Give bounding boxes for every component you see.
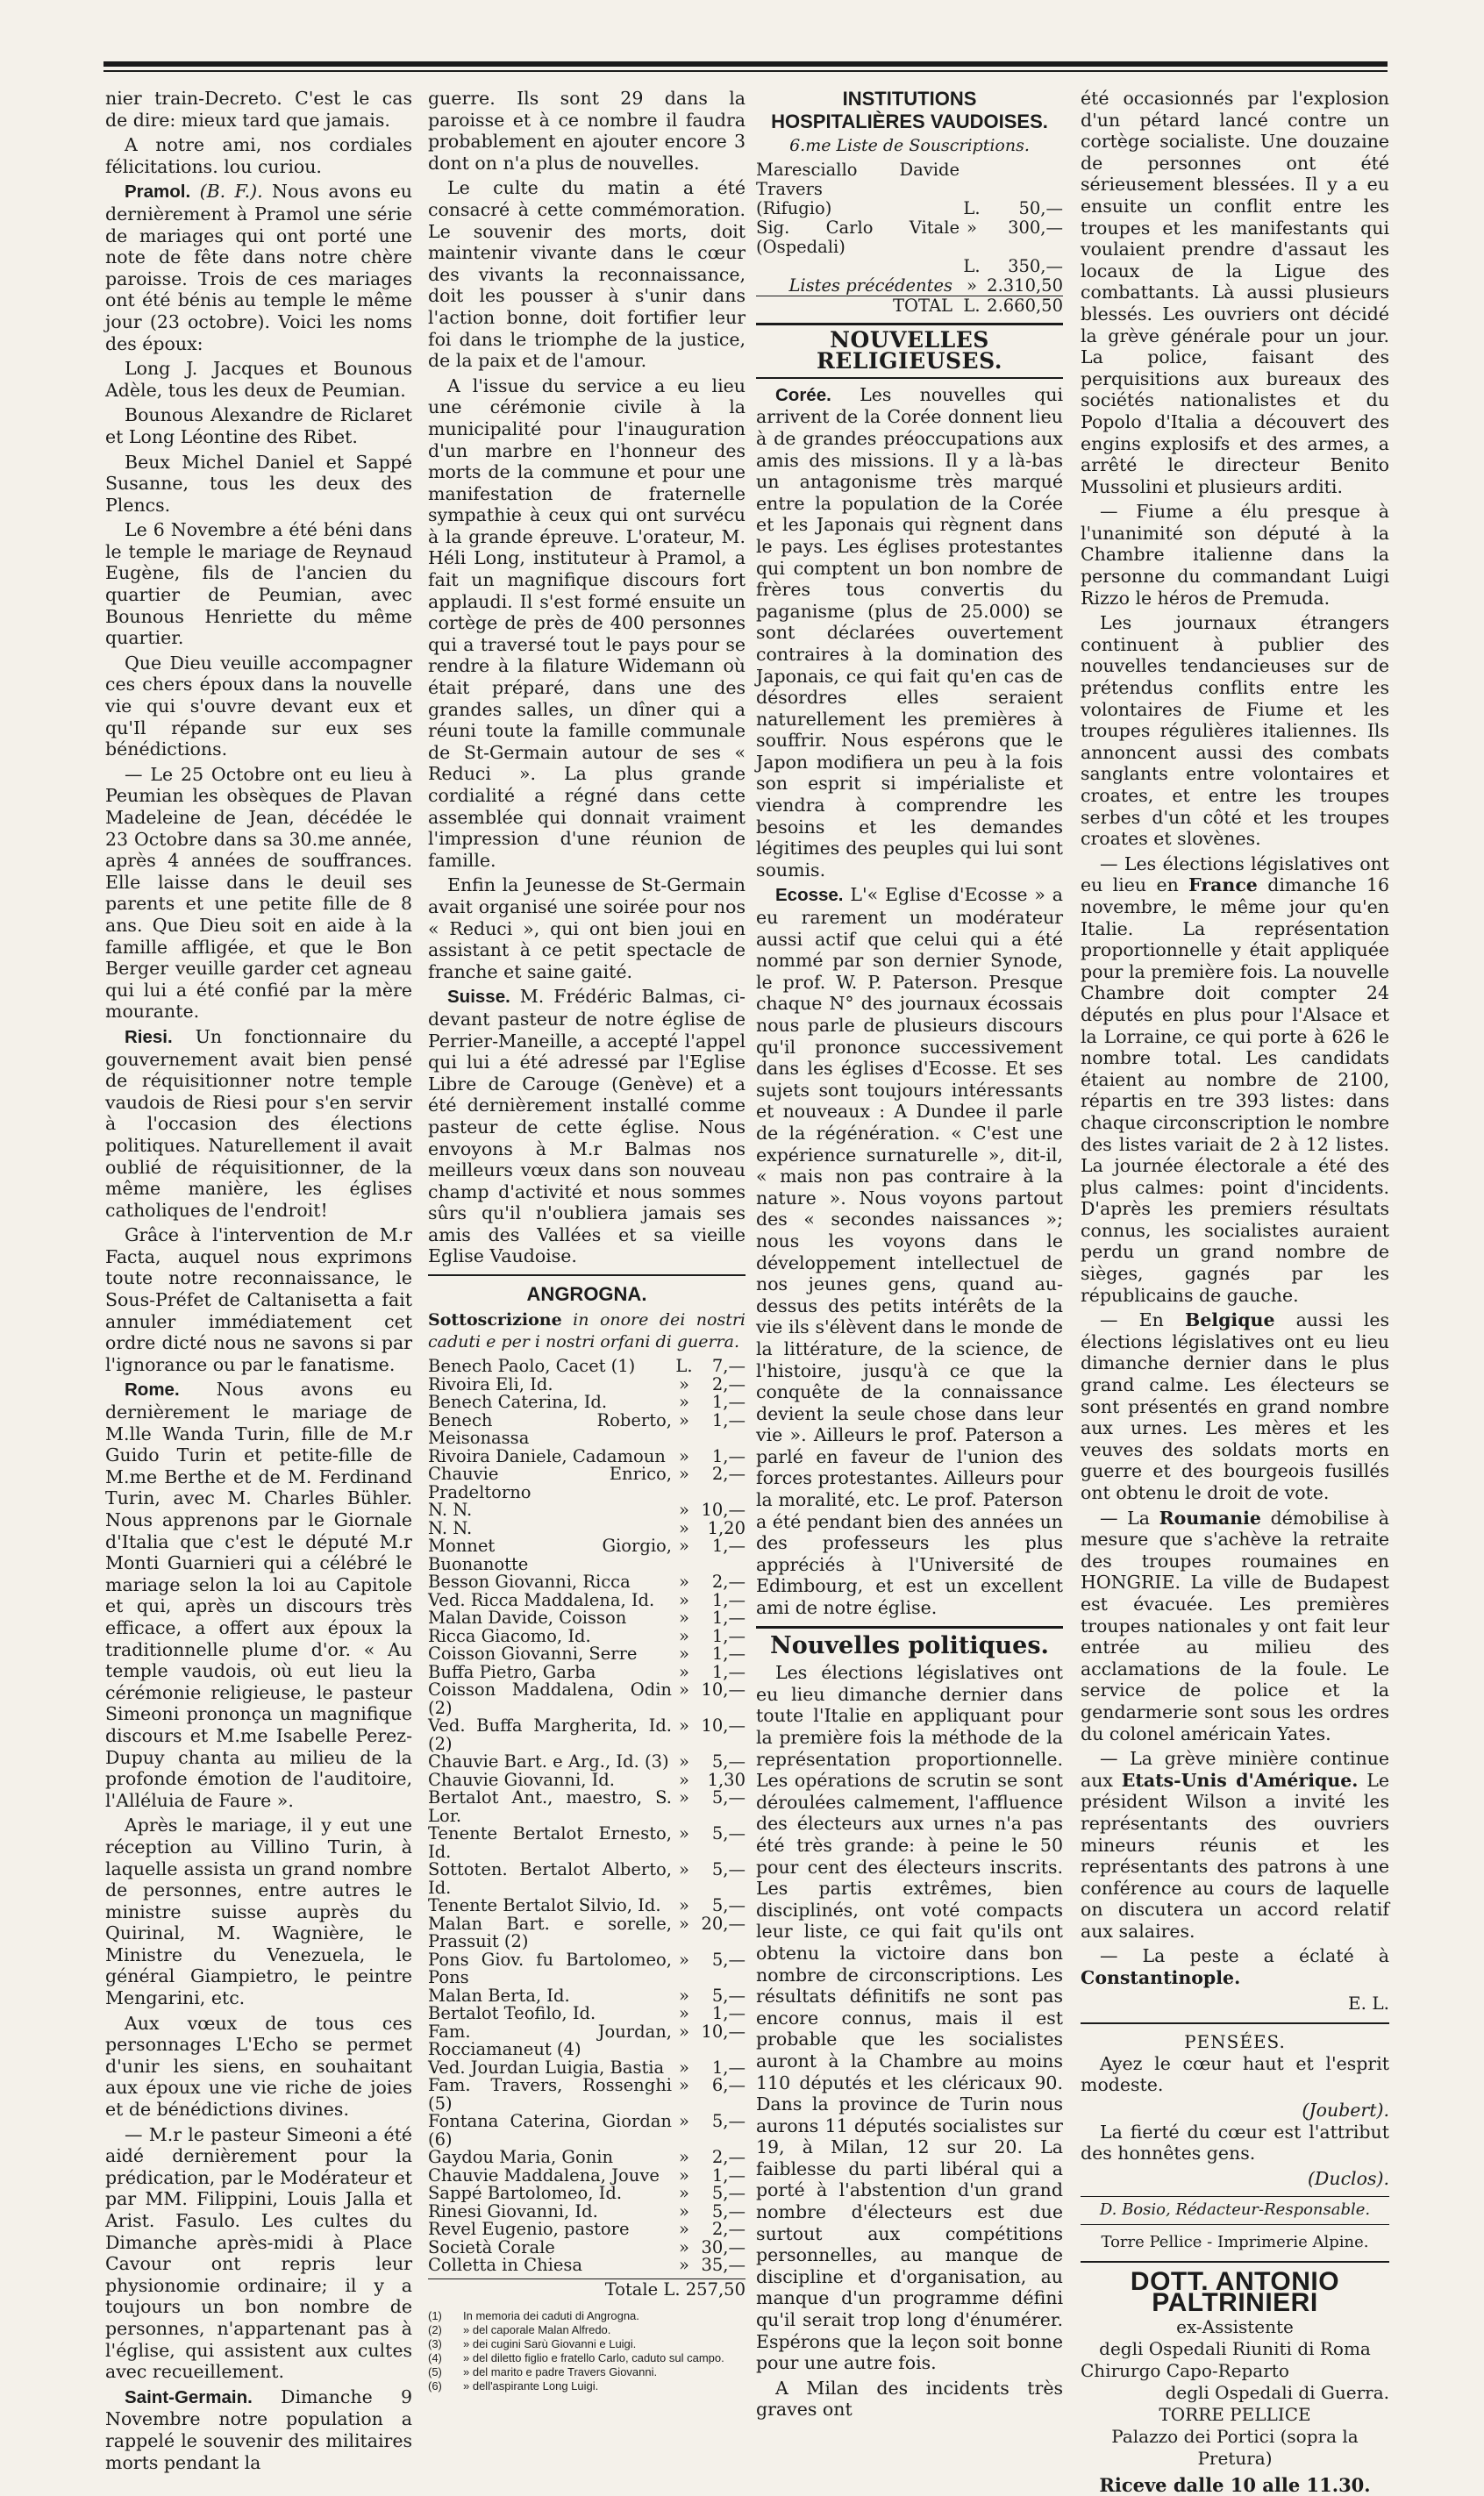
paragraph: — Fiume a élu presque à l'unanimité son député à la Chambre italienne dans la personne du commandant Luigi Rizzo le héros de Premuda. [1081,501,1389,609]
table-row [756,257,1063,276]
table-row [428,1394,746,1412]
institutions-title-2: HOSPITALIÈRES VAUDOISES. [771,111,1048,132]
donor-name: Coisson Maddalena, Odin (2) [428,1679,672,1718]
donor-name: Società Corale [428,2236,555,2257]
currency-mark: L. [963,255,981,276]
amount: 10,— [701,1500,746,1521]
total-value: 257,50 [685,2278,746,2300]
table-row [756,199,1063,218]
table-row [428,1358,746,1376]
amount: 1,— [711,1625,746,1646]
table-row [428,1373,746,1394]
table-row [428,1501,746,1520]
currency-mark: » [679,1949,689,1970]
donor-name: Ved. Ricca Maddalena, Id. [428,1589,655,1610]
footnote-text: » dei cugini Sarù Giovanni e Luigi. [463,2337,637,2351]
paragraph: Les élections législatives ont eu lieu dimanche dernier dans toute l'Italie en appliquant pour la première fois la méthode de la représentation proportionnelle. Les opérations de scrutin se sont déroulées calmement, l'affluence des électeurs aux urnes n'a pas été très grande: à peine le 50 pour cent des électeurs inscrits. Les partis extrêmes, bien disciplinés, ont voté compacts leur liste, ce qui fait qu'ils ont obtenu la victoire dans bon nombre de circonscriptions. Les résultats définitifs ne sont pas encore connus, mais il est probable que les socialistes auront à la Chambre au moins 110 députés et les cléricaux 90. Dans la province de Turin nous aurons 11 députés socialistes sur 19, à Milan, 12 sur 20. La faiblesse du parti libéral qui a porté à l'abstention d'un grand nombre d'électeurs est due surtout aux compétitions personnelles, au manque de discipline et d'organisation, au manque d'un programme défini qu'il serait trop long d'énumérer. Espérons que la leçon soit bonne pour une autre fois. [756,1662,1063,2374]
table-row [428,2023,746,2059]
currency-mark: » [679,1715,689,1737]
amount: 2,— [711,1373,746,1394]
country-usa: Etats-Unis d'Amérique. [1121,1769,1359,1791]
row-label [756,257,960,276]
amount: 2,— [711,1464,746,1485]
donor-name: Fam. Travers, Rossenghi (5) [428,2075,672,2114]
table-row [428,1625,746,1646]
table-row [428,1681,746,1717]
table-row [428,2200,746,2221]
donor-name: Ved. Jourdan Luigia, Bastia [428,2057,665,2078]
currency-mark: » [679,2021,689,2042]
amount: 1,— [711,2057,746,2078]
row-label: Listes précédentes [788,275,952,296]
paragraph: Long J. Jacques et Bounous Adèle, tous les deux de Peumian. [105,358,412,401]
table-row [428,1769,746,1790]
currency-mark: » [679,1373,689,1394]
donor-name: Malan Davide, Coisson [428,1608,627,1629]
footnote [428,2351,746,2365]
pensees-title: PENSÉES. [1081,2022,1389,2053]
donor-name: Chauvie Giovanni, Id. [428,1769,615,1790]
redacteur-line: D. Bosio, Rédacteur-Responsable. [1081,2196,1389,2225]
paragraph: Grâce à l'intervention de M.r Facta, auquel nous exprimons toute notre reconnaissance, le Sous-Préfet de Caltanisetta a fait annuler immédiatement cet ordre dicté nous ne savons si par l'ignorance ou par le fanatisme. [105,1224,412,1375]
amount: 35,— [701,2255,746,2276]
text-span: Le président Wilson a invité les représentants des ouvriers mineurs réunis et les représentants des patrons à une conférence au cours de laquelle on discutera un accord relatif aux salaires. [1081,1769,1389,1942]
advert-line: Palazzo dei Portici (sopra la Pretura) [1111,2425,1359,2469]
donor-name: Rivoira Daniele, Cadamoun [428,1445,666,1466]
row-label: TOTAL [893,295,952,316]
table-row [428,1897,746,1915]
donor-name: Tenente Bertalot Ernesto, Id. [428,1823,672,1862]
paragraph: Que Dieu veuille accompagner ces chers époux dans la nouvelle vie qui s'ouvre devant eux et qu'Il répande sur eux ses bénédictions. [105,652,412,760]
subscription-table [428,1358,746,2275]
amount: 30,— [701,2236,746,2257]
amount: 2,— [711,2147,746,2168]
footnote-text: In memoria dei caduti di Angrogna. [463,2309,639,2323]
donor-name: Benech Roberto, Meisonassa [428,1409,672,1449]
advert-doctor-name: DOTT. ANTONIO PALTRINIERI [1130,2266,1340,2318]
text-span: — Les élections législatives ont eu lieu en [1081,852,1389,896]
amount: 1,— [711,1445,746,1466]
table-row [428,2185,746,2203]
currency-mark: » [679,1769,689,1790]
donor-name: Gaydou Maria, Gonin [428,2147,614,2168]
donor-name: Fontana Caterina, Giordan (6) [428,2111,672,2150]
amount: 5,— [711,1823,746,1844]
currency-mark: » [679,2255,689,2276]
amount: 7,— [711,1356,746,1377]
divider [1081,2261,1389,2263]
table-row [428,2113,746,2149]
currency-mark [960,160,984,199]
donor-name: Bertalot Ant., maestro, S. Lor. [428,1787,672,1826]
donor-name: Tenente Bertalot Silvio, Id. [428,1895,661,1916]
city-constantinople: Constantinople. [1081,1967,1241,1989]
footnote-text: » del caporale Malan Alfredo. [463,2323,611,2337]
donor-name: Benech Caterina, Id. [428,1392,608,1413]
amount: 5,— [711,2111,746,2132]
currency-mark: » [679,1751,689,1772]
donor-name: Ved. Buffa Margherita, Id. (2) [428,1715,672,1754]
currency-mark: » [679,1589,689,1610]
donor-name: N. N. [428,1517,473,1538]
currency-mark: » [679,1608,689,1629]
currency-mark: » [679,2200,689,2221]
text-span: démobilise à mesure que s'achève la retraite des troupes roumaines en HONGRIE. La ville de Budapest est évacuée. Les premières troupes nationales y ont fait leur entrée au milieu des acclamations de la foule. Le service de police et la gendarmerie sont sous les ordres du colonel américain Yates. [1081,1507,1389,1744]
amount: 5,— [711,1949,746,1970]
table-row [428,2059,746,2078]
donor-name: Chauvie Enrico, Pradeltorno [428,1464,672,1502]
text-span: — La grève minière continue aux [1081,1748,1389,1791]
currency-mark: L. [963,197,981,218]
amount: 300,— [1008,217,1063,238]
footnote-marker: (5) [428,2365,442,2379]
amount: 10,— [701,1715,746,1737]
table-row [428,1517,746,1538]
currency-mark: » [679,1679,689,1701]
currency-mark: » [679,2057,689,2078]
amount: 1,— [711,1608,746,1629]
table-row [428,1825,746,1861]
donor-name: Coisson Giovanni, Serre [428,1644,638,1665]
advert-line: Chirurgo Capo-Reparto [1081,2359,1289,2381]
paragraph: M. Frédéric Balmas, ci-devant pasteur de notre église de Perrier-Maneille, a accepté l'appel qui lui a été adressé par l'Eglise Libre de Carouge (Genève) et a été dernièrement installé comme pasteur de cette église. Nous envoyons à M.r Balmas nos meilleurs vœux dans son nouveau champ d'activité et nous sommes sûrs qu'il n'oubliera jamais ses amis des Vallées et sa vieille Eglise Vaudoise. [428,986,746,1267]
advert-line: TORRE PELLICE [1159,2403,1311,2425]
pensee-author: (Joubert). [1302,2100,1389,2122]
advert-line: degli Ospedali Riuniti di Roma [1099,2337,1371,2359]
amount: 5,— [711,1751,746,1772]
country-roumanie: Roumanie [1159,1507,1261,1529]
paragraph: A l'issue du service a eu lieu une cérémonie civile à la municipalité pour l'inauguration d'un marbre en l'honneur des morts de la commune et pour une manifestation de fraternelle sympathie à ceux qui ont survécu à la grande épreuve. L'orateur, M. Héli Long, instituteur à Pramol, a fait un magnifique discours fort applaudi. Il s'est formé ensuite un cortège de près de 400 personnes qui a traversé tout le pays pour se rendre à la filature Widemann où était préparé, dans une des grandes salles, un dîner qui a réuni toute la famille communale de St-Germain autour de ses « Reduci ». La plus grande cordialité a régné dans cette assemblée qui donnait vraiment l'impression d'une réunion de famille. [428,374,746,871]
paragraph: Après le mariage, il y eut une réception au Villino Turin, à laquelle assista un grand nombre de personnes, entre autres le ministre suisse auprès du Quirinal, M. Wagnière, le Ministre du Venezuela, le général Giampietro, le peintre Mengarini, etc. [105,1815,412,2009]
footnote-text: » del marito e padre Travers Giovanni. [463,2365,658,2379]
paragraph: Bounous Alexandre de Riclaret et Long Léontine des Ribet. [105,404,412,447]
table-row [756,160,1063,199]
table-row [428,1789,746,1825]
amount: 10,— [701,2021,746,2042]
currency-mark: » [679,1913,689,1934]
country-france: France [1188,874,1258,896]
footnote-text: » dell'aspirante Long Luigi. [463,2379,599,2393]
amount: 5,— [711,1895,746,1916]
amount: 2,— [711,1572,746,1593]
table-row [428,1573,746,1592]
row-label: Maresciallo Davide Travers [756,159,960,199]
amount: 6,— [711,2075,746,2096]
currency-mark: » [679,2147,689,2168]
footnote-text: » del diletto figlio e fratello Carlo, caduto sul campo. [463,2351,724,2365]
table-row [428,1661,746,1682]
table-row [428,2164,746,2186]
amount: 2.660,50 [987,295,1063,316]
table-row [428,2257,746,2275]
text-span: aussi les élections législatives ont eu lieu dimanche dernier dans le plus grand calme. Les électeurs se sont présentés en grand nombre aux urnes. Les mères et les veuves des soldats morts en guerre et des bourgeois fusillés ont obtenu le droit de vote. [1081,1309,1389,1503]
footnote-marker: (2) [428,2323,442,2337]
institutions-subtitle: 6.me Liste de Souscriptions. [789,136,1030,155]
amount: 1,— [711,1392,746,1413]
donor-name: Pons Giov. fu Bartolomeo, Pons [428,1949,672,1988]
amount: 1,— [711,2164,746,2186]
currency-mark: » [679,2183,689,2204]
text-span: dimanche 16 novembre, le même jour qu'en Italie. La représentation proportionnelle y était appliquée pour la première fois. La nouvelle Chambre doit compter 24 députés en plus pour l'Alsace et la Lorraine, ce qui porte à 626 le nombre total. Les candidats étaient au nombre de 2100, répartis en tre 393 listes: dans chaque circonscription le nombre des listes variait de 2 à 12 listes. La journée électorale a été des plus calmes: point d'incidents. D'après les premiers résultats connus, les socialistes auraient perdu un grand nombre de sièges, gagnés par les républicains de gauche. [1081,874,1390,1306]
donor-name: Monnet Giorgio, Buonanotte [428,1536,672,1574]
donor-name: Benech Paolo, Cacet (1) [428,1356,636,1377]
table-row [428,2077,746,2113]
pensee-author: (Duclos). [1307,2167,1389,2189]
donor-name: Chauvie Maddalena, Jouve [428,2164,660,2186]
paragraph: nier train-Decreto. C'est le cas de dire: mieux tard que jamais. [105,88,412,131]
text-span: — En [1100,1309,1164,1331]
currency-mark: » [679,1661,689,1682]
paragraph: Les journaux étrangers continuent à publier des nouvelles tendancieuses sur de prétendus conflits entre les volontaires de Fiume et les troupes régulières italiennes. Ils annoncent aussi des combats sanglants entre volontaires et croates, et entre les troupes serbes d'un côté et les troupes croates et slovènes. [1081,612,1389,850]
footnote [428,2365,746,2379]
section-heading-suisse: Suisse. [447,987,510,1008]
amount: 1,— [711,1536,746,1557]
table-row [428,1717,746,1753]
footnotes [428,2309,746,2393]
amount: 350,— [1008,255,1063,276]
angrogna-title: ANGROGNA. [526,1283,647,1306]
amount: 5,— [711,1787,746,1808]
table-row [428,2005,746,2023]
table-row [428,1987,746,2006]
donor-name: Bertalot Teofilo, Id. [428,2003,596,2024]
byline: (B. F.). [199,181,263,203]
table-row [428,1645,746,1664]
amount: 1,— [711,1589,746,1610]
amount: 1,— [711,1661,746,1682]
advert-line: degli Ospedali di Guerra. [1165,2381,1389,2403]
advert-line: ex-Assistente [1176,2315,1294,2337]
table-row [428,1609,746,1628]
footnote [428,2337,746,2351]
text-span: — La [1100,1507,1150,1529]
paragraph: A Milan des incidents très graves ont [756,2377,1063,2421]
country-belgique: Belgique [1184,1309,1275,1331]
currency-mark: » [679,2236,689,2257]
table-row [428,1753,746,1772]
nouvelles-politiques-title: Nouvelles politiques. [756,1626,1063,1659]
signature: E. L. [1348,1992,1389,2014]
donor-name: Ricca Giacomo, Id. [428,1625,591,1646]
nouvelles-religieuses-title: NOUVELLES RELIGIEUSES. [756,323,1063,379]
section-heading-ecosse: Ecosse. [775,885,844,906]
amount: 2,— [711,2219,746,2240]
amount: 1,30 [707,1769,746,1790]
donor-name: Sottoten. Bertalot Alberto, Id. [428,1859,672,1898]
table-row [428,1537,746,1573]
currency-mark: » [679,1409,689,1430]
table-row [428,2236,746,2257]
currency-mark: » [679,1572,689,1593]
amount: 5,— [711,2200,746,2221]
table-row [756,218,1063,257]
currency-mark: » [679,1823,689,1844]
paragraph: A notre ami, nos cordiales félicitations. lou curiou. [105,134,412,177]
amount: 5,— [711,1859,746,1880]
paragraph: Nous avons eu dernièrement à Pramol une série de mariages qui ont porté une note de fête dans notre chère paroisse. Trois de ces mariages ont été bénis au temple le même jour (23 octobre). Voici les noms des époux: [105,181,412,354]
amount: 50,— [1018,197,1063,218]
paragraph: Les nouvelles qui arrivent de la Corée donnent lieu à de grandes préoccupations aux amis des missions. Il y a là-bas un antagonisme très marqué entre la population de la Corée et les Japonais qui règnent dans le pays. Les églises protestantes qui comptent un bon nombre de frères tous convertis du paganisme (plus de 25.000) se sont déclarées ouvertement contraires à la domination des Japonais, ce qui fait qu'en cas de désordres elles seraient naturellement les premières à souffrir. Nous espérons que le Japon modifiera un peu à la fois son esprit si impérialiste et viendra à comprendre les besoins et les demandes légitimes des peuples qui lui sont soumis. [756,383,1063,881]
total-label: Totale L. [604,2278,681,2300]
table-row [428,1589,746,1610]
currency-mark: » [967,275,977,296]
subscription-total [428,2278,746,2301]
table-row [428,1466,746,1501]
amount: 1,— [711,1644,746,1665]
footnote-marker: (1) [428,2309,442,2323]
table-row [428,1951,746,1987]
donor-name: Rivoira Eli, Id. [428,1373,553,1394]
currency-mark: » [679,2003,689,2024]
table-row [428,1915,746,1951]
column-3 [756,88,1063,2421]
currency-mark: » [679,1859,689,1880]
table-row [428,1445,746,1466]
currency-mark: L. [675,1356,693,1377]
currency-mark: » [679,1985,689,2006]
top-rule [103,61,1388,67]
divider [428,1274,746,1276]
paragraph: — M.r le pasteur Simeoni a été aidé dernièrement pour la prédication, par le Modérateur et par MM. Filippini, Louis Jalla et Arist. Fasulo. Les cultes du Dimanche après-midi à Place Cavour ont repris leur physionomie ordinaire; il y a toujours un bon nombre de personnes, n'appartenant pas à l'église, qui assistent aux cultes avec recueillement. [105,2123,412,2383]
paragraph: Nous avons eu dernièrement le mariage de M.lle Wanda Turin, fille de M.r Guido Turin et petite-fille de M.me Berthe et de M. Ferdinand Turin, avec M. Charles Bühler. Nous apprenons par le Giornale d'Italia que c'est le député M.r Monti Guarnieri qui a célébré le mariage selon la loi au Capitole et qui, après un discours très efficace, a offert aux époux la traditionnelle plume d'or. « Au temple vaudois, où eut lieu la cérémonie religieuse, le pasteur Simeoni prononça un magnifique discours et M.me Isabelle Perez-Dupuy chanta au milieu de la profonde émotion de l'auditoire, l'Alléluia de Faure ». [105,1379,412,1811]
footnote-marker: (4) [428,2351,442,2365]
column-4 [1081,88,1390,2496]
section-heading-riesi: Riesi. [125,1026,173,1047]
currency-mark: » [679,1536,689,1557]
currency-mark: L. [963,295,981,316]
table-row [756,296,1063,316]
footnote [428,2379,746,2393]
text-span: — La peste a éclaté à [1100,1945,1389,1967]
top-rule-thin [103,70,1388,72]
currency-mark: » [679,2219,689,2240]
currency-mark: » [679,1445,689,1466]
donor-name: Sappé Bartolomeo, Id. [428,2183,623,2204]
donor-name: Chauvie Bart. e Arg., Id. (3) [428,1751,669,1772]
currency-mark: » [679,2075,689,2096]
section-heading-coree: Corée. [775,384,831,405]
paragraph: L'« Eglise d'Ecosse » a eu rarement un modérateur aussi actif que celui qui a été nommé par son dernier Synode, le prof. W. P. Paterson. Presque chaque N° des journaux écossais nous parle de plusieurs discours qu'il prononce successivement dans les églises d'Ecosse. Et ses sujets sont toujours intéressants et nouveaux : A Dundee il parle de la régénération. « C'est une expérience surnaturelle », dit-il, « mais non pas contraire à la nature ». Nous voyons partout des « secondes naissances »; nous les voyons dans le développement intellectuel de nos jeunes gens, quand au-dessus des petits intérêts de la vie ils s'élèvent dans le monde de la littérature, de la science, de l'histoire, jusqu'à ce que la conquête de la connaissance devient la seule chose dans leur vie ». Ailleurs le prof. Paterson a parlé en faveur de l'union des forces protestantes. Ailleurs pour la moralité, etc. Le prof. Paterson a été pendant bien des années un des professeurs les plus appréciés à l'Université de Edimbourg, et est un excellent ami de notre église. [756,884,1063,1619]
donor-name: Malan Berta, Id. [428,1985,570,2006]
amount: 10,— [701,1679,746,1701]
section-heading-pramol: Pramol. [125,182,191,203]
imprimerie-line: Torre Pellice - Imprimerie Alpine. [1101,2233,1369,2251]
footnote-marker: (3) [428,2337,442,2351]
paragraph: Un fonctionnaire du gouvernement avait bien pensé de réquisitionner notre temple vaudois de Riesi pour s'en servir à l'occasion des élections politiques. Naturellement il avait oublié de réquisitionner, de la même manière, les églises catholiques de l'endroit! [105,1025,412,1221]
currency-mark: » [679,1464,689,1485]
institutions-title: INSTITUTIONS [842,88,977,110]
amount: 2.310,50 [987,275,1063,296]
subscription-subtitle: in onore dei nostri caduti e per i nostri orfani di guerra. [428,1310,746,1351]
amount [984,160,1063,199]
currency-mark: » [967,217,977,238]
section-heading-rome: Rome. [125,1380,180,1401]
table-row [428,1861,746,1897]
column-2 [428,88,746,2393]
paragraph: été occasionnés par l'explosion d'un pétard lancé contre un cortège socialiste. Une douzaine de personnes ont été sérieusement blessées. Il y a eu ensuite un conflit entre les troupes et les manifestants qui voulaient prendre d'assaut les locaux de la Ligue des combattants. Là aussi plusieurs blessés. Les ouvriers ont décidé la grève générale pour un jour. La police, faisant des perquisitions aux bureaux des sociétés nationalistes et du Popolo d'Italia a découvert des engins explosifs et des armes, a arrêté le directeur Benito Mussolini et plusieurs arditi. [1081,88,1389,497]
amount: 1,20 [707,1517,746,1538]
donor-name: Revel Eugenio, pastore [428,2219,630,2240]
donor-name: N. N. [428,1500,473,1521]
paragraph: guerre. Ils sont 29 dans la paroisse et à ce nombre il faudra probablement en ajouter encore 3 dont on n'a plus de nouvelles. [428,88,746,174]
row-label: (Rifugio) [756,197,832,218]
donor-name: Colletta in Chiesa [428,2255,583,2276]
currency-mark: » [679,1500,689,1521]
paragraph: Dimanche 9 Novembre notre population a rappelé le souvenir des militaires morts pendant la [105,2385,412,2473]
table-row [756,276,1063,296]
paragraph: Le 6 Novembre a été béni dans le temple le mariage de Reynaud Eugène, fils de l'ancien du quartier de Peumian, avec Bounous Henriette du même quartier. [105,519,412,649]
footnote [428,2323,746,2337]
currency-mark: » [679,1517,689,1538]
donor-name: Buffa Pietro, Garba [428,1661,596,1682]
currency-mark: » [679,2111,689,2132]
currency-mark: » [679,1625,689,1646]
paragraph: Le culte du matin a été consacré à cette commémoration. Le souvenir des morts, doit maintenir vivante dans le cœur des vivants la reconnaissance, doit les pousser à s'unir dans l'action bonne, doit fortifier leur foi dans le triomphe de la justice, de la paix et de l'amour. [428,177,746,372]
amount: 20,— [701,1913,746,1934]
footnote [428,2309,746,2323]
institutions-table [756,160,1063,316]
footnote-marker: (6) [428,2379,442,2393]
currency-mark: » [679,2164,689,2186]
currency-mark: » [679,1895,689,1916]
table-row [428,1409,746,1449]
pensee: Ayez le cœur haut et l'esprit modeste. [1081,2052,1389,2096]
amount: 1,— [711,1409,746,1430]
subscription-label: Sottoscrizione [428,1310,562,1330]
donor-name: Besson Giovanni, Ricca [428,1572,631,1593]
section-heading-saint-germain: Saint-Germain. [125,2386,253,2407]
advert-hours: Riceve dalle 10 alle 11.30. [1099,2473,1371,2496]
paragraph: — Le 25 Octobre ont eu lieu à Peumian les obsèques de Plavan Madeleine de Jean, décédée le 23 Octobre dans sa 30.me année, après 4 années de souffrances. Elle laisse dans le deuil ses parents et une petite fille de 8 ans. Que Dieu soit en aide à la famille affligée, et que le Bon Berger veuille garder cet agneau qui lui a été confié par la mère mourante. [105,763,412,1023]
pensee: La fierté du cœur est l'attribut des honnêtes gens. [1081,2121,1389,2164]
paragraph: Aux vœux de tous ces personnages L'Echo se permet d'unir les siens, en souhaitant aux époux une vie riche de joies et de bénédictions divines. [105,2012,412,2121]
currency-mark: » [679,1787,689,1808]
donor-name: Fam. Jourdan, Rocciamaneut (4) [428,2021,672,2060]
table-row [428,2221,746,2239]
amount: 5,— [711,1985,746,2006]
amount: 1,— [711,2003,746,2024]
table-row [428,2149,746,2167]
paragraph: Beux Michel Daniel et Sappé Susanne, tous les deux des Plencs. [105,451,412,516]
column-1 [105,88,412,2473]
currency-mark: » [679,1644,689,1665]
paragraph: Enfin la Jeunesse de St-Germain avait organisé une soirée pour nos « Reduci », qui ont bien joui en assistant à ce petit spectacle de franche et saine gaité. [428,874,746,982]
amount: 5,— [711,2183,746,2204]
row-label: Sig. Carlo Vitale (Ospedali) [756,217,960,257]
donor-name: Rinesi Giovanni, Id. [428,2200,598,2221]
donor-name: Malan Bart. e sorelle, Prassuit (2) [428,1913,672,1952]
currency-mark: » [679,1392,689,1413]
